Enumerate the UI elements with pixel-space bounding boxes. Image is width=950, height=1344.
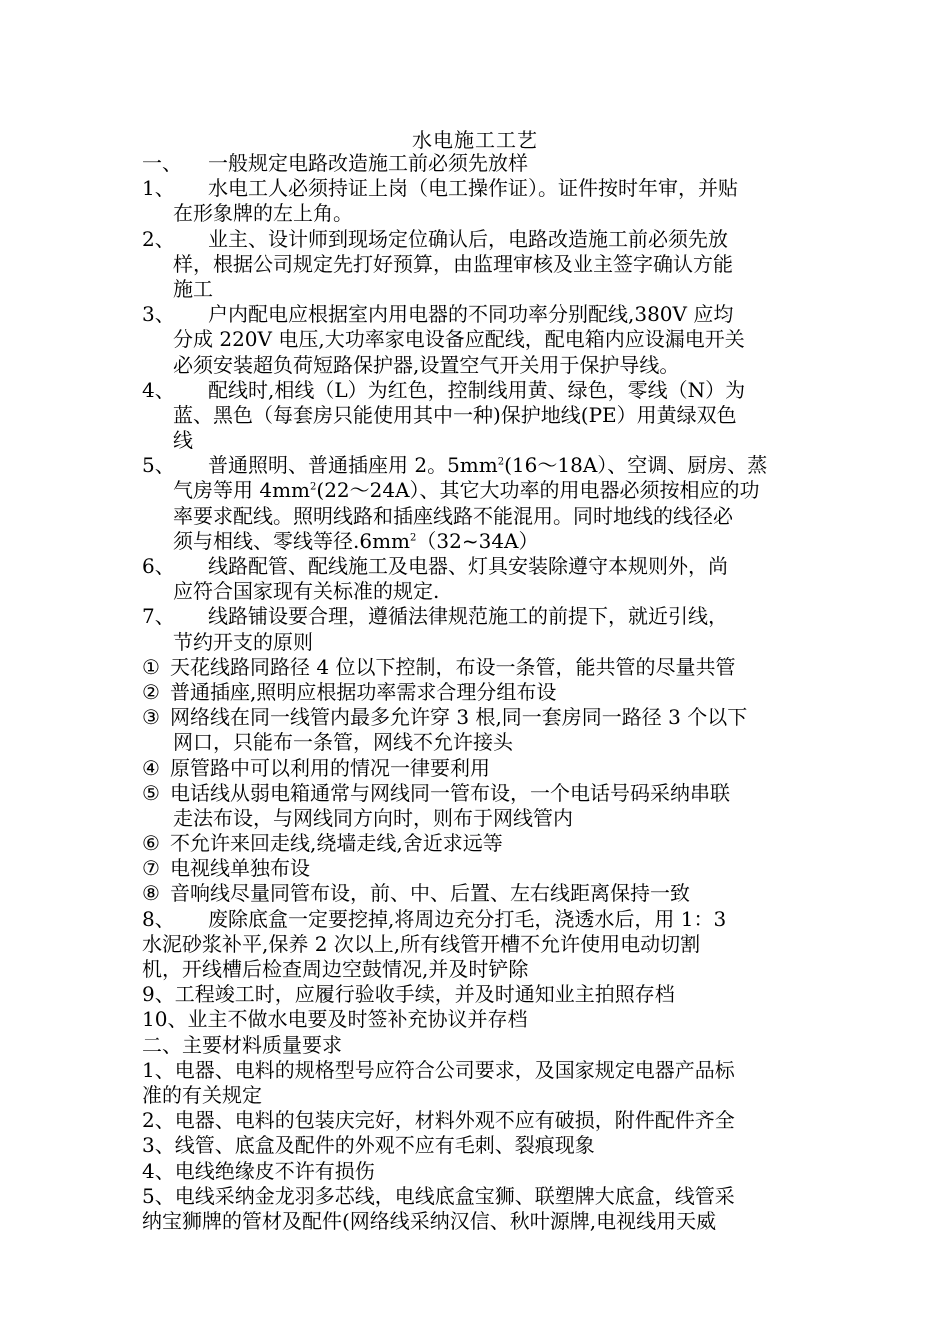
circled-number: ⑥ bbox=[142, 831, 160, 856]
item-text: 配线时,相线（L）为红色，控制线用黄、绿色，零线（N）为 bbox=[208, 377, 746, 402]
text-line: 纳宝狮牌的管材及配件(网络线采纳汉信、秋叶源牌,电视线用天威 bbox=[142, 1208, 717, 1233]
text-line: 蓝、黑色（每套房只能使用其中一种)保护地线(PE）用黄绿双色 bbox=[173, 402, 737, 427]
item-number: 5、 bbox=[142, 453, 175, 478]
text-line bbox=[142, 378, 812, 403]
item-text: 线路配管、配线施工及电器、灯具安装除遵守本规则外，尚 bbox=[208, 554, 728, 578]
circled-number: ① bbox=[142, 654, 160, 679]
item-text: 网络线在同一线管内最多允许穿 3 根,同一套房同一路径 3 个以下 bbox=[170, 705, 748, 730]
text-line: 在形象牌的左上角。 bbox=[173, 201, 353, 226]
text-line bbox=[142, 756, 812, 781]
document-body bbox=[142, 151, 812, 1234]
text-line: 5、电线采纳金龙羽多芯线，电线底盒宝狮、联塑牌大底盒，线管采 bbox=[142, 1183, 735, 1208]
text-line: 率要求配线。照明线路和插座线路不能混用。同时地线的线径必 bbox=[173, 503, 733, 528]
text-line bbox=[142, 705, 812, 730]
item-text: 废除底盒一定要挖掉,将周边充分打毛，浇透水后，用 1：3 bbox=[208, 906, 727, 931]
item-number: 8、 bbox=[142, 906, 175, 931]
circled-number: ⑧ bbox=[142, 881, 160, 906]
text-line bbox=[142, 151, 812, 176]
item-number: 3、 bbox=[142, 302, 175, 327]
text-line: 9、工程竣工时，应履行验收手续，并及时通知业主拍照存档 bbox=[142, 982, 675, 1007]
document-title: 水电施工工艺 bbox=[412, 128, 538, 152]
text-line: 施工 bbox=[173, 276, 213, 301]
text-line: 10、业主不做水电要及时签补充协议并存档 bbox=[142, 1007, 528, 1032]
item-text: 不允许来回走线,绕墙走线,舍近求远等 bbox=[170, 831, 503, 856]
item-text: 电视线单独布设 bbox=[170, 856, 310, 881]
text-line bbox=[142, 881, 812, 906]
item-text: 普通插座,照明应根据功率需求合理分组布设 bbox=[170, 679, 557, 704]
text-line: 节约开支的原则 bbox=[173, 629, 313, 654]
text-line: 4、电线绝缘皮不许有损伤 bbox=[142, 1158, 375, 1183]
text-line bbox=[142, 655, 812, 680]
text-line bbox=[142, 302, 812, 327]
item-text: 业主、设计师到现场定位确认后，电路改造施工前必须先放 bbox=[208, 226, 728, 251]
text-line bbox=[142, 856, 812, 881]
item-text: 线路铺设要合理，遵循法律规范施工的前提下，就近引线， bbox=[208, 604, 728, 629]
text-line: 准的有关规定 bbox=[142, 1082, 262, 1107]
text-line: 水泥砂浆补平,保养 2 次以上,所有线管开槽不允许使用电动切割 bbox=[142, 931, 701, 956]
text-line: 分成 220V 电压,大功率家电设备应配线，配电箱内应设漏电开关 bbox=[173, 327, 745, 352]
text-line bbox=[142, 554, 812, 579]
text-line bbox=[142, 907, 812, 932]
item-text: 天花线路同路径 4 位以下控制，布设一条管，能共管的尽量共管 bbox=[170, 654, 736, 679]
item-text: 原管路中可以利用的情况一律要利用 bbox=[170, 755, 490, 780]
circled-number: ⑦ bbox=[142, 856, 160, 881]
text-line: 二、主要材料质量要求 bbox=[142, 1032, 342, 1057]
text-line bbox=[142, 781, 812, 806]
item-text: 户内配电应根据室内用电器的不同功率分别配线,380V 应均 bbox=[208, 302, 734, 327]
item-number: 2、 bbox=[142, 226, 175, 251]
item-number: 7、 bbox=[142, 604, 175, 629]
text-line: 机，开线槽后检查周边空鼓情况,并及时铲除 bbox=[142, 957, 529, 981]
circled-number: ④ bbox=[142, 755, 160, 780]
text-line bbox=[142, 227, 812, 252]
text-line bbox=[142, 680, 812, 705]
item-text: 水电工人必须持证上岗（电工操作证）。证件按时年审，并贴 bbox=[208, 176, 738, 201]
text-line: 气房等用 $4mm^2(22\sim 24A)$、其它大功率的用电器必须按相应的功 bbox=[173, 478, 760, 503]
item-text: 音响线尽量同管布设，前、中、后置、左右线距离保持一致 bbox=[170, 881, 690, 906]
circled-number: ⑤ bbox=[142, 780, 160, 805]
circled-number: ③ bbox=[142, 705, 160, 730]
item-text: 一般规定电路改造施工前必须先放样 bbox=[208, 151, 528, 175]
item-number: 一、 bbox=[142, 151, 182, 175]
text-line: 3、线管、底盒及配件的外观不应有毛刺、裂痕现象 bbox=[142, 1133, 595, 1158]
text-line: 须与相线、零线等径$.6mm^2(32\sim 34A)$ bbox=[173, 528, 539, 553]
text-line: 走法布设，与网线同方向时，则布于网线管内 bbox=[173, 805, 573, 830]
text-line: 2、电器、电料的包装庆完好，材料外观不应有破损，附件配件齐全 bbox=[142, 1108, 735, 1133]
item-number: 6、 bbox=[142, 554, 175, 578]
text-line bbox=[142, 604, 812, 629]
text-line: 应符合国家现有关标准的规定. bbox=[173, 579, 440, 604]
item-text: 普通照明、普通插座用 2。$5mm^2(16\sim 18A)$、空调、厨房、蒸 bbox=[208, 453, 768, 478]
circled-number: ② bbox=[142, 679, 160, 704]
text-line: 样，根据公司规定先打好预算，由监理审核及业主签字确认方能 bbox=[173, 251, 733, 276]
text-line: 线 bbox=[173, 428, 193, 453]
text-line: 1、电器、电料的规格型号应符合公司要求，及国家规定电器产品标 bbox=[142, 1057, 735, 1082]
text-line bbox=[142, 831, 812, 856]
text-line bbox=[142, 176, 812, 201]
item-text: 电话线从弱电箱通常与网线同一管布设，一个电话号码采纳串联 bbox=[170, 780, 730, 805]
text-line: 网口，只能布一条管，网线不允许接头 bbox=[173, 730, 513, 755]
item-number: 4、 bbox=[142, 377, 175, 402]
text-line bbox=[142, 453, 812, 478]
item-number: 1、 bbox=[142, 176, 175, 201]
text-line: 必须安装超负荷短路保护器,设置空气开关用于保护导线。 bbox=[173, 352, 680, 377]
